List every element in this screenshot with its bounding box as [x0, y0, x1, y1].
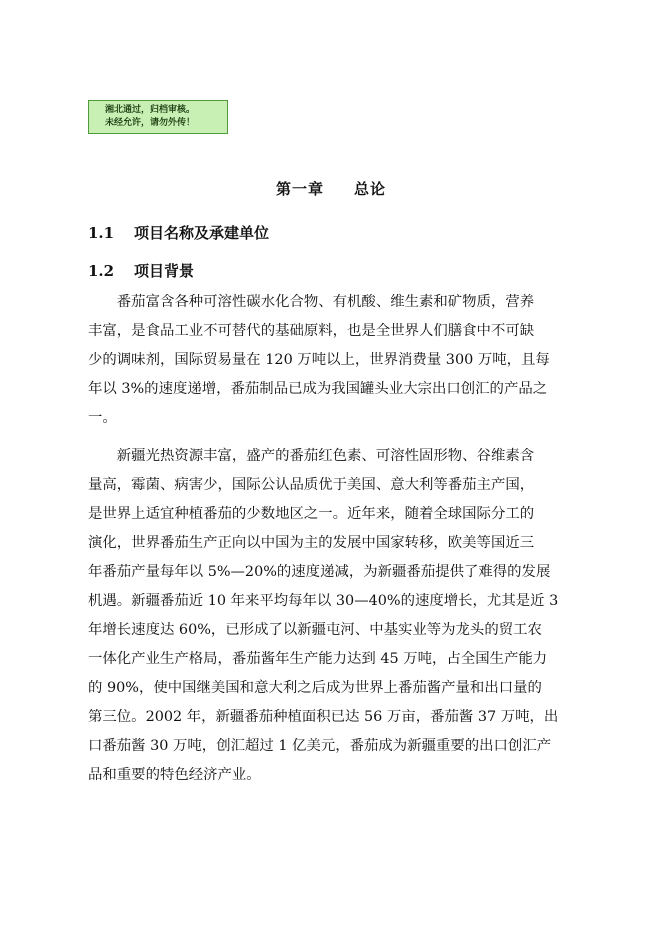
- notice-line-2: 未经允许，请勿外传！: [105, 118, 196, 128]
- section-title: 项目名称及承建单位: [134, 224, 270, 242]
- paragraph-line: 一体化产业生产格局，番茄酱年生产能力达到 45 万吨，占全国生产能力: [88, 651, 548, 667]
- paragraph-line: 年增长速度达 60%，已形成了以新疆屯河、中基实业等为龙头的贸工农: [88, 622, 542, 638]
- paragraph-line: 年以 3%的速度递增，番茄制品已成为我国罐头业大宗出口创汇的产品之: [88, 381, 548, 397]
- section-title: 项目背景: [134, 262, 195, 280]
- section-number: 1.1: [88, 224, 115, 242]
- section-heading: [88, 260, 194, 281]
- paragraph-line: 的 90%，使中国继美国和意大利之后成为世界上番茄酱产量和出口量的: [88, 680, 542, 696]
- notice-stamp: [88, 100, 228, 134]
- paragraph-line: 是世界上适宜种植番茄的少数地区之一。近年来，随着全球国际分工的: [88, 506, 535, 522]
- notice-line-1: 湘北通过，归档审核。: [105, 105, 196, 115]
- paragraph-line: 演化，世界番茄生产正向以中国为主的发展中国家转移，欧美等国近三: [88, 535, 535, 551]
- chapter-number: 第一章: [275, 180, 324, 198]
- paragraph-line: 新疆光热资源丰富，盛产的番茄红色素、可溶性固形物、谷维素含: [88, 448, 535, 464]
- paragraph-line: 口番茄酱 30 万吨，创汇超过 1 亿美元，番茄成为新疆重要的出口创汇产: [88, 738, 552, 754]
- section-heading: [88, 222, 269, 243]
- paragraph-line: 少的调味剂，国际贸易量在 120 万吨以上，世界消费量 300 万吨，且每: [88, 352, 550, 368]
- paragraph-line: 番茄富含各种可溶性碳水化合物、有机酸、维生素和矿物质，营养: [88, 294, 535, 310]
- chapter-title: 总论: [354, 180, 387, 198]
- paragraph-line: 量高，霉菌、病害少，国际公认品质优于美国、意大利等番茄主产国，: [88, 477, 535, 493]
- paragraph-line: 丰富，是食品工业不可替代的基础原料，也是全世界人们膳食中不可缺: [88, 323, 535, 339]
- chapter-heading: [0, 178, 662, 199]
- paragraph-line: 年番茄产量每年以 5%—20%的速度递减，为新疆番茄提供了难得的发展: [88, 564, 551, 580]
- paragraph-line: 机遇。新疆番茄近 10 年来平均每年以 30—40%的速度增长，尤其是近 3: [88, 593, 559, 609]
- section-number: 1.2: [88, 262, 115, 280]
- paragraph: [88, 442, 588, 790]
- paragraph-line: 一。: [88, 410, 117, 426]
- paragraph-line: 第三位。2002 年，新疆番茄种植面积已达 56 万亩，番茄酱 37 万吨，出: [88, 709, 559, 725]
- paragraph: [88, 288, 588, 433]
- paragraph-line: 品和重要的特色经济产业。: [88, 767, 261, 783]
